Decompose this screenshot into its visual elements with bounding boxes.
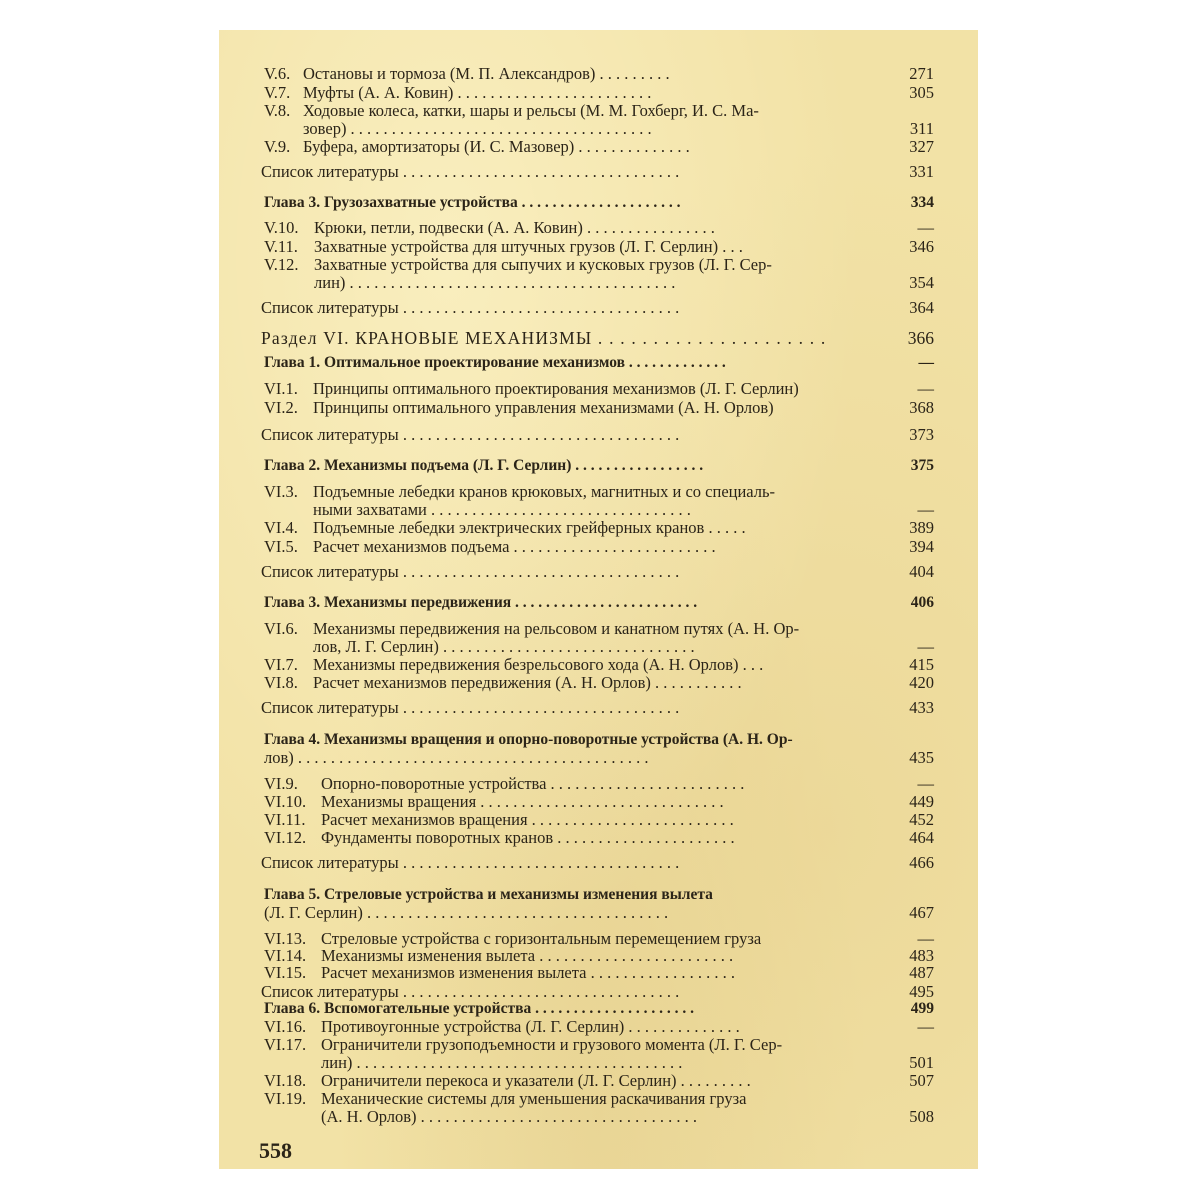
entry-page: 435 [909, 748, 934, 767]
entry-title: Крюки, петли, подвески (А. А. Ковин) . . . . . . . . . . . . . . . . [314, 218, 715, 237]
entry-title: Список литературы . . . . . . . . . . . . . . . . . . . . . . . . . . . . . . . . . . [261, 853, 680, 872]
entry-page: 334 [910, 194, 934, 211]
entry-page: 394 [909, 537, 934, 556]
entry-title: Подъемные лебедки электрических грейферных кранов . . . . . [313, 518, 746, 537]
entry-page: 406 [910, 594, 934, 611]
entry-page: 346 [909, 237, 934, 256]
entry-page: 364 [909, 298, 934, 317]
entry-page: 433 [909, 698, 934, 717]
entry-page: 501 [909, 1053, 934, 1072]
entry-title: Фундаменты поворотных кранов . . . . . . . . . . . . . . . . . . . . . . [321, 828, 735, 847]
entry-number: VI.8. [264, 673, 298, 692]
entry-page: 327 [909, 137, 934, 156]
entry-title: Муфты (А. А. Ковин) . . . . . . . . . . . . . . . . . . . . . . . . [303, 83, 652, 102]
entry-title: Расчет механизмов изменения вылета . . . . . . . . . . . . . . . . . . [321, 963, 735, 982]
entry-title: Список литературы . . . . . . . . . . . . . . . . . . . . . . . . . . . . . . . . . . [261, 425, 680, 444]
entry-number: V.7. [264, 83, 291, 102]
entry-title: Список литературы . . . . . . . . . . . . . . . . . . . . . . . . . . . . . . . . . . [261, 298, 680, 317]
entry-page: — [917, 379, 934, 398]
entry-page: 452 [909, 810, 934, 829]
entry-title: Глава 6. Вспомогательные устройства . . . . . . . . . . . . . . . . . . . . . [264, 1000, 694, 1017]
continuation-text: (Л. Г. Серлин) . . . . . . . . . . . . . . . . . . . . . . . . . . . . . . . . . . . . . [264, 903, 669, 922]
entry-number: V.12. [264, 255, 299, 274]
entry-number: VI.2. [264, 398, 298, 417]
entry-page: 507 [909, 1071, 934, 1090]
entry-title: Подъемные лебедки кранов крюковых, магнитных и со специаль- [313, 482, 776, 501]
entry-title: Список литературы . . . . . . . . . . . . . . . . . . . . . . . . . . . . . . . . . . [261, 982, 680, 1001]
entry-number: V.11. [264, 237, 298, 256]
entry-title: Глава 2. Механизмы подъема (Л. Г. Серлин) . . . . . . . . . . . . . . . . . [264, 457, 704, 474]
entry-page: — [917, 774, 934, 793]
entry-page: 415 [909, 655, 934, 674]
page-number: 558 [259, 1138, 292, 1163]
entry-number: VI.9. [264, 774, 298, 793]
entry-number: VI.6. [264, 619, 298, 638]
entry-page: 466 [909, 853, 934, 872]
entry-title: Глава 5. Стреловые устройства и механизмы изменения вылета [264, 886, 713, 903]
entry-title: Механизмы передвижения на рельсовом и канатном путях (А. Н. Ор- [313, 619, 800, 638]
entry-page: 404 [909, 562, 934, 581]
entry-page: 305 [909, 83, 934, 102]
entry-page: 449 [909, 792, 934, 811]
entry-number: VI.1. [264, 379, 298, 398]
entry-number: V.6. [264, 64, 291, 83]
entry-title: Стреловые устройства с горизонтальным перемещением груза [321, 929, 762, 948]
entry-page: 495 [909, 982, 934, 1001]
entry-number: VI.12. [264, 828, 307, 847]
entry-title: Глава 4. Механизмы вращения и опорно-поворотные устройства (А. Н. Ор- [264, 731, 793, 748]
continuation-text: (А. Н. Орлов) . . . . . . . . . . . . . . . . . . . . . . . . . . . . . . . . . . [321, 1107, 698, 1126]
entry-title: Механизмы изменения вылета . . . . . . . . . . . . . . . . . . . . . . . . [321, 946, 734, 965]
book-page [219, 30, 978, 1169]
entry-title: Опорно-поворотные устройства . . . . . . . . . . . . . . . . . . . . . . . . [321, 774, 745, 793]
entry-title: Остановы и тормоза (М. П. Александров) . . . . . . . . . [303, 64, 670, 83]
continuation-text: лин) . . . . . . . . . . . . . . . . . . . . . . . . . . . . . . . . . . . . . . . . [321, 1053, 683, 1072]
entry-page: — [918, 354, 934, 371]
entry-page: — [917, 637, 934, 656]
entry-page: 389 [909, 518, 934, 537]
entry-page: 375 [910, 457, 934, 474]
entry-title: Механизмы вращения . . . . . . . . . . . . . . . . . . . . . . . . . . . . . . [321, 792, 724, 811]
entry-title: Противоугонные устройства (Л. Г. Серлин) . . . . . . . . . . . . . . [321, 1017, 740, 1036]
continuation-text: лов) . . . . . . . . . . . . . . . . . . . . . . . . . . . . . . . . . . . . . . . . . . . [264, 748, 649, 767]
entry-page: 487 [909, 963, 934, 982]
entry-page: 311 [909, 119, 934, 138]
entry-number: VI.10. [264, 792, 307, 811]
entry-page: 271 [909, 64, 934, 83]
entry-number: V.9. [264, 137, 291, 156]
entry-page: 420 [909, 673, 934, 692]
entry-number: VI.14. [264, 946, 307, 965]
entry-number: VI.11. [264, 810, 306, 829]
entry-number: VI.7. [264, 655, 298, 674]
entry-number: VI.17. [264, 1035, 307, 1054]
entry-page: 499 [910, 1000, 934, 1017]
entry-title: Глава 3. Механизмы передвижения . . . . . . . . . . . . . . . . . . . . . . . . [264, 594, 698, 611]
entry-page: — [917, 218, 934, 237]
entry-page: 467 [909, 903, 934, 922]
entry-title: Принципы оптимального управления механизмами (А. Н. Орлов) [313, 398, 774, 417]
entry-title: Список литературы . . . . . . . . . . . . . . . . . . . . . . . . . . . . . . . . . . [261, 162, 680, 181]
entry-title: Ограничители грузоподъемности и грузового момента (Л. Г. Сер- [321, 1035, 783, 1054]
entry-title: Захватные устройства для сыпучих и кусковых грузов (Л. Г. Сер- [314, 255, 772, 274]
entry-number: VI.13. [264, 929, 307, 948]
entry-title: Расчет механизмов передвижения (А. Н. Орлов) . . . . . . . . . . . [313, 673, 742, 692]
continuation-text: ными захватами . . . . . . . . . . . . . . . . . . . . . . . . . . . . . . . . [313, 500, 691, 519]
entry-page: 373 [909, 425, 934, 444]
entry-title: Глава 1. Оптимальное проектирование механизмов . . . . . . . . . . . . . [264, 354, 726, 371]
entry-page: — [917, 500, 934, 519]
entry-page: 366 [907, 328, 934, 348]
entry-title: Раздел VI. КРАНОВЫЕ МЕХАНИЗМЫ . . . . . . . . . . . . . . . . . . . . . [261, 328, 827, 348]
continuation-text: лов, Л. Г. Серлин) . . . . . . . . . . . . . . . . . . . . . . . . . . . . . . . [313, 637, 695, 656]
entry-number: VI.3. [264, 482, 298, 501]
entry-title: Захватные устройства для штучных грузов (Л. Г. Серлин) . . . [314, 237, 743, 256]
entry-page: — [917, 929, 934, 948]
entry-title: Механические системы для уменьшения раскачивания груза [321, 1089, 747, 1108]
entry-title: Глава 3. Грузозахватные устройства . . . . . . . . . . . . . . . . . . . . . [264, 194, 681, 211]
entry-title: Ограничители перекоса и указатели (Л. Г. Серлин) . . . . . . . . . [321, 1071, 751, 1090]
entry-title: Список литературы . . . . . . . . . . . . . . . . . . . . . . . . . . . . . . . . . . [261, 698, 680, 717]
continuation-text: лин) . . . . . . . . . . . . . . . . . . . . . . . . . . . . . . . . . . . . . . . . [314, 273, 676, 292]
entry-number: VI.15. [264, 963, 307, 982]
entry-page: 483 [909, 946, 934, 965]
entry-title: Расчет механизмов вращения . . . . . . . . . . . . . . . . . . . . . . . . . [321, 810, 734, 829]
entry-number: V.8. [264, 101, 291, 120]
entry-title: Буфера, амортизаторы (И. С. Мазовер) . . . . . . . . . . . . . . [303, 137, 690, 156]
entry-number: VI.5. [264, 537, 298, 556]
entry-number: VI.18. [264, 1071, 307, 1090]
entry-title: Список литературы . . . . . . . . . . . . . . . . . . . . . . . . . . . . . . . . . . [261, 562, 680, 581]
entry-title: Механизмы передвижения безрельсового хода (А. Н. Орлов) . . . [313, 655, 764, 674]
entry-number: VI.16. [264, 1017, 307, 1036]
entry-page: 354 [909, 273, 934, 292]
entry-page: 508 [909, 1107, 934, 1126]
entry-page: 464 [909, 828, 934, 847]
entry-title: Ходовые колеса, катки, шары и рельсы (М. М. Гохберг, И. С. Ма- [303, 101, 759, 120]
entry-number: VI.19. [264, 1089, 307, 1108]
entry-title: Расчет механизмов подъема . . . . . . . . . . . . . . . . . . . . . . . . . [313, 537, 716, 556]
entry-number: V.10. [264, 218, 299, 237]
entry-page: 368 [909, 398, 934, 417]
entry-page: 331 [909, 162, 934, 181]
entry-title: Принципы оптимального проектирования механизмов (Л. Г. Серлин) [313, 379, 799, 398]
entry-number: VI.4. [264, 518, 298, 537]
continuation-text: зовер) . . . . . . . . . . . . . . . . . . . . . . . . . . . . . . . . . . . . . [303, 119, 652, 138]
entry-page: — [917, 1017, 934, 1036]
